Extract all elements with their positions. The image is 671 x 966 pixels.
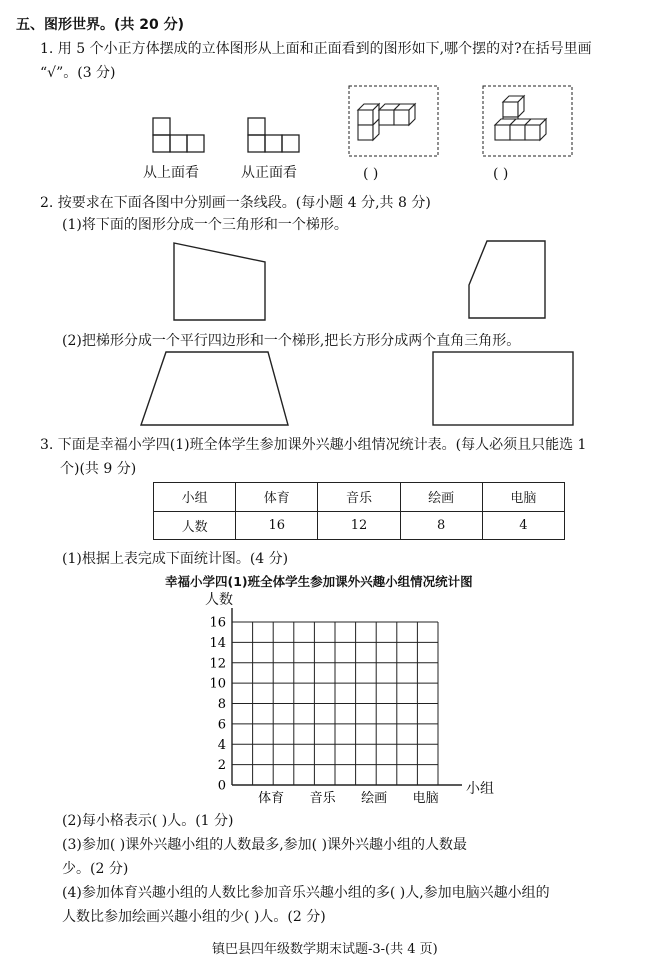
x-tick-label: 音乐 [309, 791, 336, 806]
x-tick-label: 绘画 [361, 791, 388, 806]
y-tick-label: 12 [209, 656, 226, 672]
y-tick-label: 14 [209, 635, 226, 651]
table-header-cell: 音乐 [318, 483, 400, 512]
y-axis-label: 人数 [205, 592, 233, 608]
front-view-label: 从正面看 [241, 165, 297, 181]
section-title: 五、图形世界。(共 20 分) [16, 17, 185, 33]
question-3-sub4-cont: 人数比参加绘画兴趣小组的少( )人。(2 分) [62, 909, 326, 925]
chart-title: 幸福小学四(1)班全体学生参加课外兴趣小组情况统计图 [165, 574, 473, 589]
y-tick-label: 4 [217, 737, 226, 753]
table-header-cell: 小组 [154, 483, 236, 512]
y-tick-label: 6 [217, 717, 226, 733]
x-tick-label: 电脑 [412, 791, 439, 806]
question-3-text-cont: 个)(共 9 分) [60, 461, 137, 477]
table-cell: 16 [236, 511, 318, 540]
question-2-sub1: (1)将下面的图形分成一个三角形和一个梯形。 [62, 217, 348, 233]
y-tick-label: 2 [217, 758, 226, 774]
answer-paren-b[interactable]: ( ) [493, 166, 509, 182]
table-header-cell: 电脑 [482, 483, 564, 512]
question-3-sub3: (3)参加( )课外兴趣小组的人数最多,参加( )课外兴趣小组的人数最 [62, 837, 468, 853]
y-tick-label: 8 [217, 697, 226, 712]
table-cell: 4 [482, 511, 564, 540]
table-cell: 12 [318, 511, 400, 540]
question-3-sub1: (1)根据上表完成下面统计图。(4 分) [62, 551, 289, 567]
question-3-sub4: (4)参加体育兴趣小组的人数比参加音乐兴趣小组的多( )人,参加电脑兴趣小组的 [62, 885, 550, 901]
question-3-text: 3. 下面是幸福小学四(1)班全体学生参加课外兴趣小组情况统计表。(每人必须且只能选 1 [40, 437, 587, 453]
x-tick-label: 体育 [258, 791, 285, 806]
table-header-cell: 体育 [236, 483, 318, 512]
question-2-sub2: (2)把梯形分成一个平行四边形和一个梯形,把长方形分成两个直角三角形。 [62, 333, 521, 349]
top-view-label: 从上面看 [143, 165, 199, 181]
table-cell: 人数 [154, 511, 236, 540]
question-2-text: 2. 按要求在下面各图中分别画一条线段。(每小题 4 分,共 8 分) [40, 195, 431, 211]
table-cell: 8 [400, 511, 482, 540]
question-1-text-cont: “√”。(3 分) [40, 65, 116, 81]
question-3-sub2: (2)每小格表示( )人。(1 分) [62, 813, 234, 829]
y-tick-label: 16 [209, 615, 226, 631]
page-footer: 镇巴县四年级数学期末试题-3-(共 4 页) [212, 942, 438, 957]
table-header-cell: 绘画 [400, 483, 482, 512]
answer-paren-a[interactable]: ( ) [363, 166, 379, 182]
question-3-sub3-cont: 少。(2 分) [62, 861, 129, 877]
y-tick-label: 10 [209, 676, 226, 692]
x-axis-label: 小组 [466, 781, 494, 797]
question-1-text: 1. 用 5 个小正方体摆成的立体图形从上面和正面看到的图形如下,哪个摆的对?在括号里画 [40, 41, 592, 57]
y-tick-label: 0 [217, 778, 226, 794]
